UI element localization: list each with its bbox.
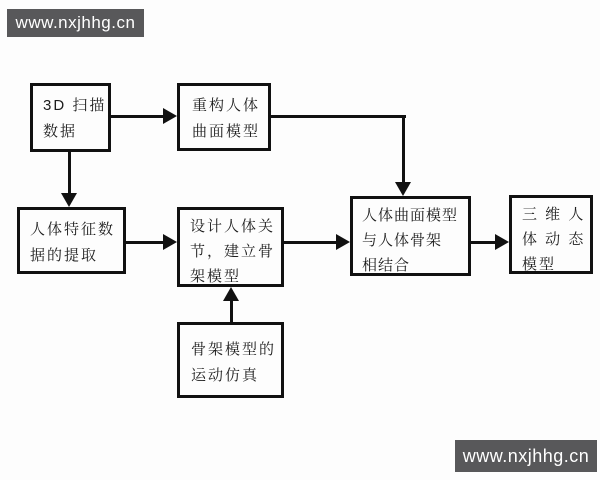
arrowhead-right-icon xyxy=(495,234,509,250)
arrow-feature-to-design-line xyxy=(125,241,163,244)
node-text-line: 节，建立骨 xyxy=(190,243,276,260)
node-3d-dynamic-human-model xyxy=(509,195,593,274)
arrow-reconstruct-to-combine-hline xyxy=(269,115,406,118)
node-combine-surface-and-skeleton xyxy=(350,196,471,276)
node-text-line: 数据 xyxy=(43,123,78,140)
node-text-line: 相结合 xyxy=(362,257,411,274)
node-text-line: 运动仿真 xyxy=(191,367,260,384)
watermark-top-left xyxy=(7,9,144,37)
node-text-line: 设计人体关 xyxy=(190,218,276,235)
node-text-line: 骨架模型的 xyxy=(191,341,277,358)
node-text-line: 三 维 人 xyxy=(522,206,586,223)
node-text-line: 3D 扫描 xyxy=(43,97,107,114)
arrow-combine-to-model3d-line xyxy=(470,241,495,244)
node-reconstruct-surface-model xyxy=(177,83,271,151)
arrowhead-down-icon xyxy=(61,193,77,207)
node-skeleton-motion-simulation xyxy=(177,322,284,398)
node-3d-scan-data xyxy=(30,83,111,152)
arrowhead-right-icon xyxy=(163,234,177,250)
arrowhead-down-icon xyxy=(395,182,411,196)
node-text-line: 人体特征数 xyxy=(30,221,116,238)
node-text-line: 曲面模型 xyxy=(192,123,261,140)
node-feature-data-extraction xyxy=(17,207,126,274)
node-text-line: 重构人体 xyxy=(192,97,261,114)
arrowhead-right-icon xyxy=(163,108,177,124)
node-text-line: 与人体骨架 xyxy=(362,232,443,249)
watermark-text: www.nxjhhg.cn xyxy=(462,445,590,466)
arrow-simulation-to-design-line xyxy=(230,300,233,323)
arrow-reconstruct-to-combine-vline xyxy=(402,115,405,182)
watermark-bottom-right xyxy=(455,440,597,472)
arrow-design-to-combine-line xyxy=(283,241,336,244)
watermark-text: www.nxjhhg.cn xyxy=(15,13,136,32)
node-text-line: 模型 xyxy=(522,256,557,273)
node-text-line: 人体曲面模型 xyxy=(362,207,459,224)
node-text-line: 体 动 态 xyxy=(522,231,586,248)
arrowhead-up-icon xyxy=(223,287,239,301)
node-text-line: 据的提取 xyxy=(30,247,99,264)
node-design-joints-skeleton-model xyxy=(177,207,284,287)
arrow-scan-to-reconstruct-line xyxy=(110,115,163,118)
node-text-line: 架模型 xyxy=(190,268,242,285)
arrowhead-right-icon xyxy=(336,234,350,250)
arrow-scan-to-feature-line xyxy=(68,151,71,193)
